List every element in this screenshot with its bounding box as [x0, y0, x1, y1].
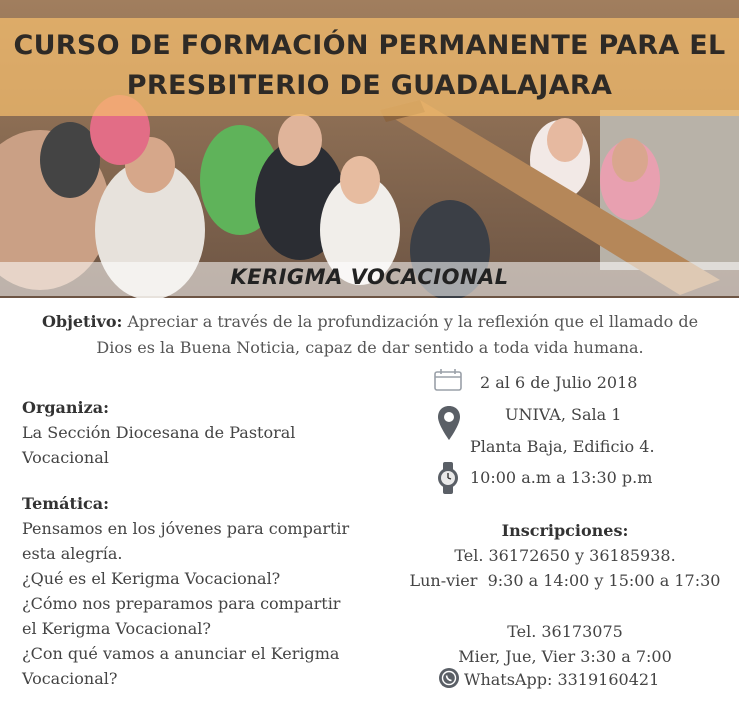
course-title-line-1: CURSO DE FORMACIÓN PERMANENTE PARA EL — [13, 30, 726, 61]
organiza-line-1: La Sección Diocesana de Pastoral — [22, 423, 296, 442]
objective-text-2: Dios es la Buena Noticia, capaz de dar sentido a toda vida humana. — [96, 338, 644, 357]
course-subtitle: KERIGMA VOCACIONAL — [230, 265, 509, 289]
tematica-line: el Kerigma Vocacional? — [22, 619, 211, 638]
venue-line-2: Planta Baja, Edificio 4. — [470, 437, 655, 456]
objective-line-1 — [20, 309, 720, 335]
course-title-line-2: PRESBITERIO DE GUADALAJARA — [126, 70, 613, 101]
organiza-heading: Organiza: — [22, 398, 109, 417]
inscripciones-phone-2: Tel. 36173075 — [507, 622, 623, 641]
inscripciones-heading: Inscripciones: — [501, 521, 629, 540]
inscripciones-hours: Lun-vier 9:30 a 14:00 y 15:00 a 17:30 — [409, 571, 721, 590]
whatsapp-number: WhatsApp: 3319160421 — [464, 670, 660, 689]
left-column — [22, 395, 402, 691]
tematica-line: ¿Qué es el Kerigma Vocacional? — [22, 569, 281, 588]
tematica-line: esta alegría. — [22, 544, 123, 563]
tematica-line: ¿Cómo nos preparamos para compartir — [22, 594, 341, 613]
course-title — [0, 26, 739, 106]
whatsapp-icon — [438, 667, 460, 689]
objective-text-1: Apreciar a través de la profundización y la reflexión que el llamado de — [127, 312, 699, 331]
tematica-line: Pensamos en los jóvenes para compartir — [22, 519, 350, 538]
venue-line-1: UNIVA, Sala 1 — [505, 405, 622, 424]
event-date: 2 al 6 de Julio 2018 — [480, 373, 638, 392]
objective-label: Objetivo: — [41, 312, 123, 331]
organiza-line-2: Vocacional — [22, 448, 109, 467]
objective-paragraph — [20, 309, 720, 361]
wristwatch-icon — [436, 462, 460, 494]
inscripciones-hours-2: Mier, Jue, Vier 3:30 a 7:00 — [458, 647, 672, 666]
inscripciones-phones: Tel. 36172650 y 36185938. — [454, 546, 676, 565]
tematica-heading: Temática: — [22, 494, 110, 513]
map-pin-icon — [436, 404, 462, 442]
tematica-line: Vocacional? — [22, 669, 118, 688]
event-time: 10:00 a.m a 13:30 p.m — [470, 468, 653, 487]
calendar-icon — [433, 368, 463, 392]
tematica-line: ¿Con qué vamos a anunciar el Kerigma — [22, 644, 340, 663]
